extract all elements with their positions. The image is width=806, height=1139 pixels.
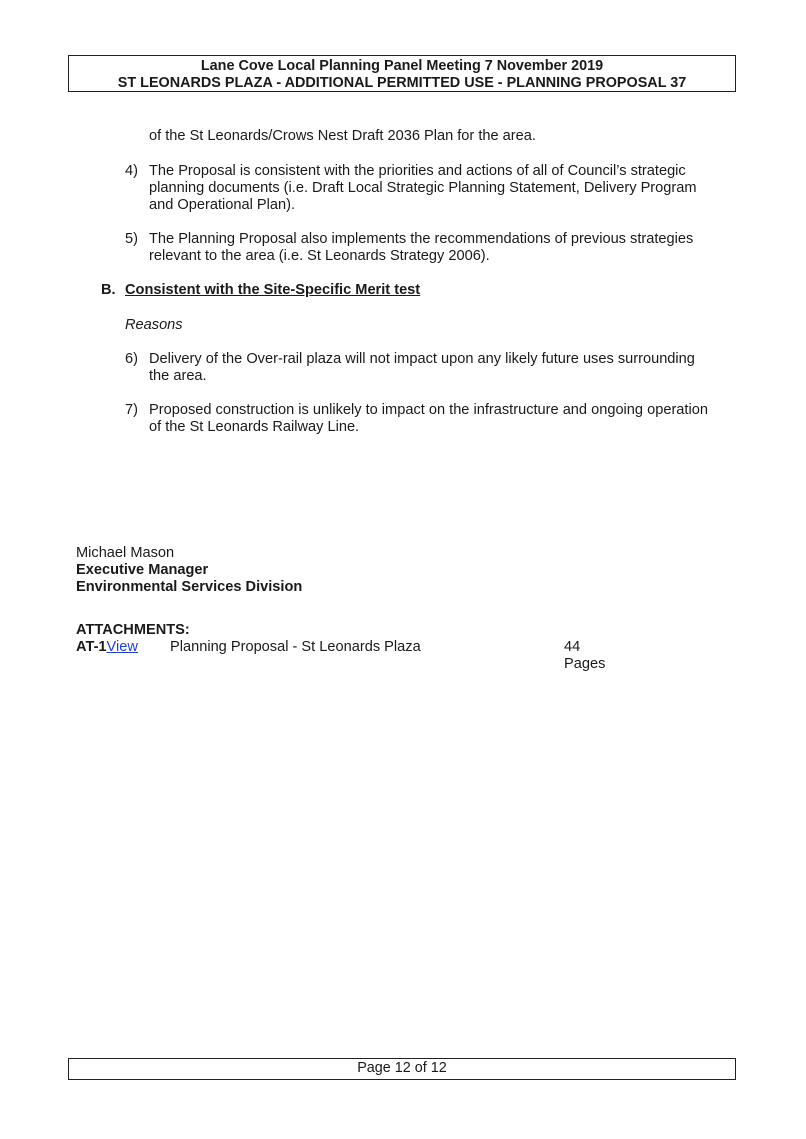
page-number: Page 12 of 12 (357, 1060, 447, 1076)
signature-block (76, 545, 302, 596)
page-header (68, 55, 736, 92)
reasons-label: Reasons (125, 317, 183, 333)
list-item-line: The Planning Proposal also implements the recommendations of previous strategies (149, 231, 694, 247)
attachment-id: AT-1 (76, 639, 107, 655)
header-report-title: ST LEONARDS PLAZA - ADDITIONAL PERMITTED USE - PLANNING PROPOSAL 37 (117, 74, 687, 91)
list-item-line: and Operational Plan). (149, 197, 296, 213)
signatory-division: Environmental Services Division (76, 579, 303, 595)
list-item-line: The Proposal is consistent with the priorities and actions of all of Council’s strategic (149, 163, 686, 179)
signatory-name: Michael Mason (76, 545, 175, 561)
list-item-number: 6) (125, 351, 138, 367)
list-item-line: Proposed construction is unlikely to impact on the infrastructure and ongoing operation (149, 402, 708, 418)
list-item-number: 7) (125, 402, 138, 418)
list-item-line: Delivery of the Over-rail plaza will not impact upon any likely future uses surrounding (149, 351, 695, 367)
list-item-line: planning documents (i.e. Draft Local Strategic Planning Statement, Delivery Program (149, 180, 697, 196)
page-footer (68, 1058, 736, 1080)
list-item-number: 4) (125, 163, 138, 179)
list-item-number: 5) (125, 231, 138, 247)
signatory-title: Executive Manager (76, 562, 209, 578)
attachment-page-unit: Pages (564, 656, 606, 672)
attachment-description: Planning Proposal - St Leonards Plaza (170, 639, 421, 655)
list-item-line: relevant to the area (i.e. St Leonards Strategy 2006). (149, 248, 490, 264)
section-title: Consistent with the Site-Specific Merit test (125, 282, 421, 298)
continuation-text: of the St Leonards/Crows Nest Draft 2036 Plan for the area. (149, 128, 536, 144)
attachment-view-link[interactable]: View (106, 639, 138, 655)
list-item-line: of the St Leonards Railway Line. (149, 419, 360, 435)
section-letter: B. (101, 282, 116, 298)
attachment-page-count: 44 (564, 639, 581, 655)
header-meeting-title: Lane Cove Local Planning Panel Meeting 7 November 2019 (200, 58, 604, 74)
attachments-heading: ATTACHMENTS: (76, 622, 190, 638)
list-item-line: the area. (149, 368, 207, 384)
